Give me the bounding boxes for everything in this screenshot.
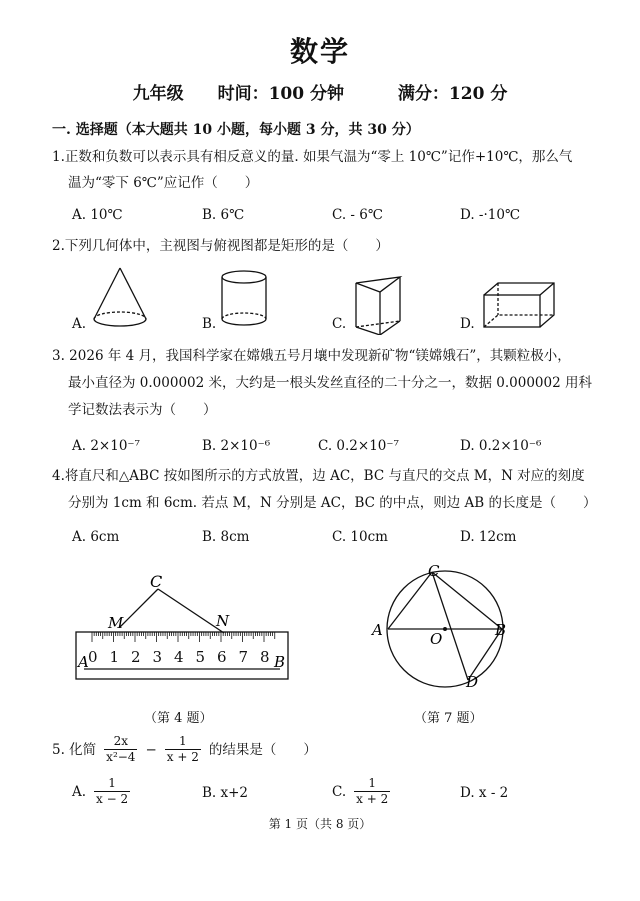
center-dot <box>443 627 447 631</box>
q3-option-d: D. 0.2×10⁻⁶ <box>460 438 542 454</box>
q2-label-a: A. <box>72 316 87 332</box>
q5-option-a-den: x − 2 <box>96 792 129 806</box>
q4-option-a: A. 6cm <box>72 529 120 545</box>
q5-option-d: D. x - 2 <box>460 785 509 801</box>
cylinder-shape <box>222 271 266 325</box>
chord-cd <box>432 572 468 680</box>
cuboid-shape <box>484 283 554 327</box>
q3-option-c: C. 0.2×10⁻⁷ <box>318 438 399 454</box>
q5-option-c-num: 1 <box>354 776 390 792</box>
q5-fraction-2 <box>165 734 201 765</box>
q4-option-d: D. 12cm <box>460 529 517 545</box>
page-title: 数学 <box>289 35 350 68</box>
ruler-tick-label: 7 <box>238 648 249 666</box>
q4-option-c: C. 10cm <box>332 529 388 545</box>
score-label: 满分：120 分 <box>397 84 508 104</box>
q4-option-b: B. 8cm <box>202 529 250 545</box>
point-m-label: M <box>108 614 124 632</box>
q1-option-d: D. -·10℃ <box>460 207 521 223</box>
question-3 <box>52 346 592 420</box>
ruler-tick-label: 5 <box>195 648 206 666</box>
cone-shape <box>94 268 146 326</box>
point-c-label-7: C <box>428 562 440 580</box>
question-4-line-1: 4.将直尺和△ABC 按如图所示的方式放置，边 AC，BC 与直尺的交点 M，N 对应的刻度 <box>52 468 585 484</box>
q5-minus: − <box>145 741 157 758</box>
figure-4-ruler-triangle <box>0 565 640 715</box>
point-b-label: B <box>274 653 286 671</box>
question-1 <box>52 147 572 193</box>
point-a-label: A <box>78 653 89 671</box>
question-4-line-2: 分别为 1cm 和 6cm. 若点 M，N 分别是 AC，BC 的中点，则边 AB 的长度是（ ） <box>68 495 597 511</box>
point-d-label-7: D <box>466 673 479 691</box>
ruler-tick-label: 1 <box>109 648 120 666</box>
ruler-ticks <box>92 632 275 642</box>
ruler-tick-label: 2 <box>131 648 141 666</box>
q5-fraction-1 <box>104 734 137 765</box>
q2-label-b: B. <box>202 316 217 332</box>
triangle-side-ac <box>120 589 158 627</box>
q2-solids-figure <box>0 255 640 335</box>
q2-label-c: C. <box>332 316 347 332</box>
q2-label-d: D. <box>460 316 475 332</box>
q5-option-a-fraction <box>94 776 130 807</box>
q1-option-c: C. - 6℃ <box>332 207 383 223</box>
point-o-label-7: O <box>430 630 443 648</box>
q3-option-b: B. 2×10⁻⁶ <box>202 438 271 454</box>
ruler-tick-label: 8 <box>260 648 270 666</box>
q1-option-a: A. 10℃ <box>72 207 123 223</box>
q5-option-b: B. x+2 <box>202 785 249 801</box>
q5-fraction-2-den: x + 2 <box>166 750 199 764</box>
exam-info <box>0 79 640 104</box>
q5-fraction-2-num: 1 <box>165 734 201 750</box>
question-2: 2.下列几何体中，主视图与俯视图都是矩形的是（ ） <box>52 238 389 254</box>
question-3-line-3: 学记数法表示为（ ） <box>68 402 217 418</box>
question-1-line-1: 1.正数和负数可以表示具有相反意义的量. 如果气温为“零上 10℃”记作+10℃，那么气 <box>52 149 573 165</box>
chord-cb <box>432 572 502 629</box>
q5-fraction-1-den: x²−4 <box>106 750 136 764</box>
page-footer: 第 1 页（共 8 页） <box>268 817 372 831</box>
q1-option-b: B. 6℃ <box>202 207 245 223</box>
q3-option-a: A. 2×10⁻⁷ <box>72 438 140 454</box>
ruler-tick-label: 0 <box>88 648 98 666</box>
q5-option-c-label: C. <box>332 783 347 800</box>
ruler-tick-label: 3 <box>152 648 163 666</box>
ruler-tick-labels <box>88 648 270 666</box>
question-5-prefix: 5. 化简 <box>52 741 97 758</box>
question-1-line-2: 温为“零下 6℃”应记作（ ） <box>68 175 259 191</box>
ruler-tick-label: 4 <box>174 648 184 666</box>
ruler-tick-label: 6 <box>217 648 227 666</box>
q5-option-c-den: x + 2 <box>356 792 389 806</box>
figure-7-circle <box>360 560 540 700</box>
question-5 <box>52 734 317 765</box>
q5-option-c <box>332 776 390 807</box>
figure-7-caption: （第 7 题） <box>414 711 483 726</box>
point-a-label-7: A <box>372 621 383 639</box>
q5-option-a <box>72 776 130 807</box>
point-b-label-7: B <box>495 621 507 639</box>
q5-option-c-fraction <box>354 776 390 807</box>
point-c-label: C <box>150 572 163 591</box>
grade-label: 九年级 <box>132 84 184 104</box>
question-3-line-2: 最小直径为 0.000002 米，大约是一根头发丝直径的二十分之一，数据 0.000002 用科 <box>68 375 592 391</box>
figure-4-caption: （第 4 题） <box>144 711 213 726</box>
question-3-line-1: 3. 2026 年 4 月，我国科学家在嫦娥五号月壤中发现新矿物“镁嫦娥石”，其颗粒极小， <box>52 348 571 364</box>
time-label: 时间：100 分钟 <box>217 84 344 104</box>
q5-option-a-num: 1 <box>94 776 130 792</box>
question-5-suffix: 的结果是（ ） <box>208 741 317 758</box>
point-n-label: N <box>216 612 230 630</box>
triangle-side-bc <box>158 589 224 633</box>
q5-fraction-1-num: 2x <box>104 734 137 750</box>
section-heading: 一. 选择题（本大题共 10 小题，每小题 3 分，共 30 分） <box>52 122 420 138</box>
triangular-prism-shape <box>356 277 400 335</box>
q5-option-a-label: A. <box>72 783 87 800</box>
question-4 <box>52 466 597 513</box>
